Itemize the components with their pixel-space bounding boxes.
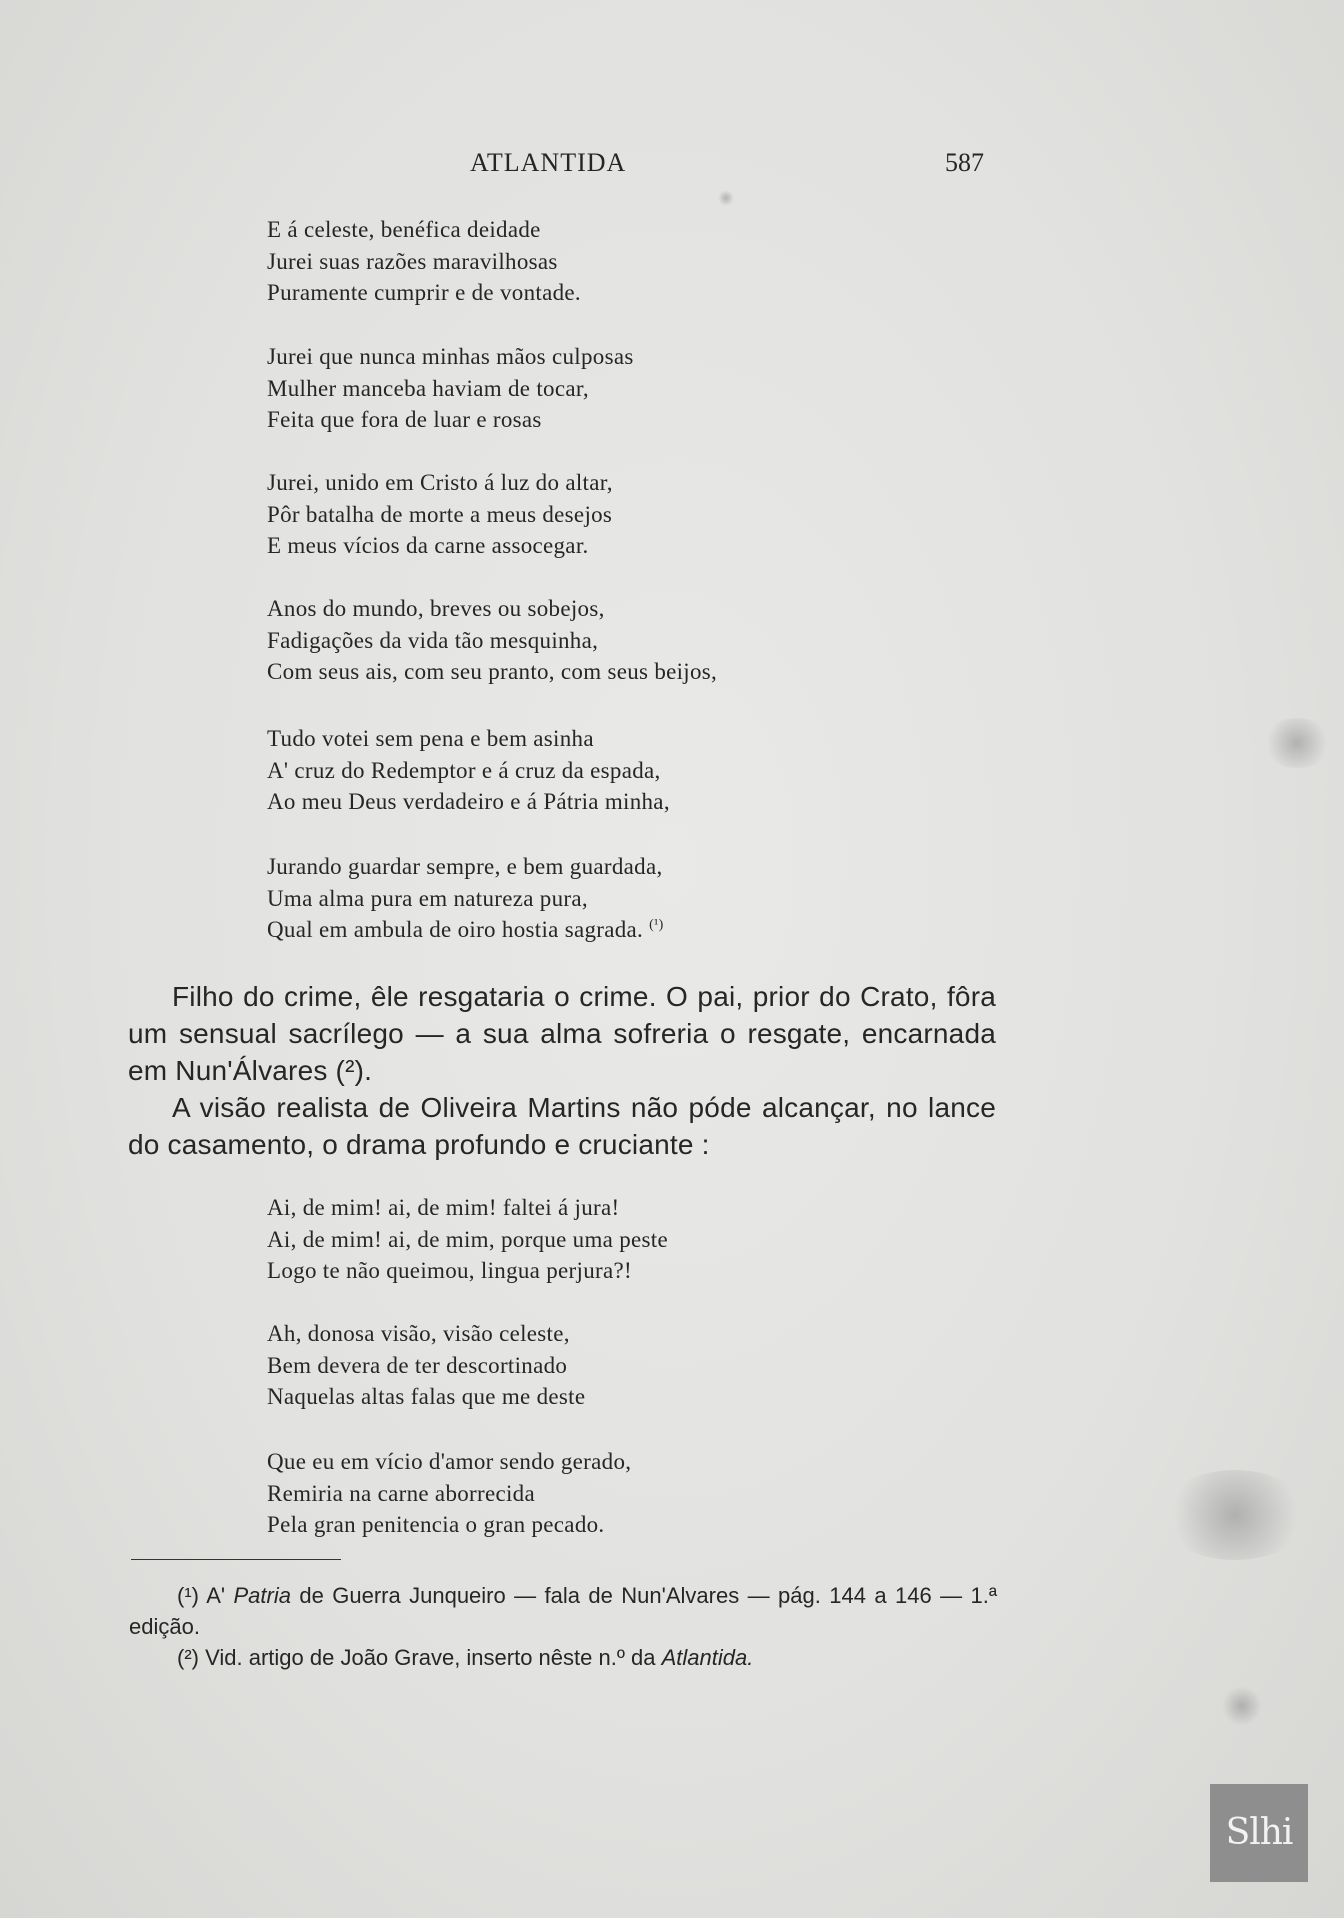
library-watermark-logo: Slhi	[1210, 1784, 1308, 1882]
verse-line: Pôr batalha de morte a meus desejos	[267, 501, 613, 527]
verse-line: E meus vícios da carne assocegar.	[267, 533, 589, 558]
verse-line: Mulher manceba haviam de tocar,	[267, 375, 589, 401]
verse-line: Uma alma pura em natureza pura,	[267, 885, 588, 911]
footnote-1-pre: A'	[206, 1583, 226, 1608]
footnote-1-title: Patria	[233, 1583, 291, 1608]
verse-line: Jurei que nunca minhas mãos culposas	[267, 344, 634, 369]
verse-line: Com seus ais, com seu pranto, com seus beijos,	[267, 659, 718, 684]
poem-stanza	[267, 1446, 631, 1541]
verse-line: Jurando guardar sempre, e bem guardada,	[267, 854, 663, 879]
page-header	[0, 148, 1344, 184]
poem-stanza	[267, 1318, 585, 1413]
running-title: ATLANTIDA	[470, 148, 627, 177]
verse-line: Anos do mundo, breves ou sobejos,	[267, 596, 605, 621]
verse-line: Remiria na carne aborrecida	[267, 1480, 535, 1506]
footnote-2	[129, 1642, 997, 1673]
verse-line: Feita que fora de luar e rosas	[267, 407, 542, 432]
prose-paragraph-1	[128, 978, 996, 1089]
prose-paragraph-2: A visão realista de Oliveira Martins não póde alcançar, no lance do casamento, o drama profundo e cruciante :	[128, 1092, 996, 1160]
verse-line: E á celeste, benéfica deidade	[267, 217, 541, 242]
verse-line: A' cruz do Redemptor e á cruz da espada,	[267, 757, 661, 783]
footnotes	[129, 1580, 997, 1673]
footnote-marker-1: (¹)	[649, 917, 664, 933]
verse-line: Pela gran penitencia o gran pecado.	[267, 1512, 605, 1537]
verse-line: Logo te não queimou, lingua perjura?!	[267, 1258, 632, 1283]
paragraph-text: Filho do crime, êle resgataria o crime. O pai, prior do Crato, fôra um sensual sacrílego — a sua alma sofreria o resgate, encarnada em Nun'Álvares	[128, 981, 996, 1086]
poem-stanza	[267, 1192, 668, 1287]
prose-block	[128, 978, 996, 1163]
scan-smudge	[1160, 1470, 1310, 1560]
verse-line: Ao meu Deus verdadeiro e á Pátria minha,	[267, 789, 670, 814]
scan-smudge	[1222, 1686, 1262, 1726]
scan-smudge	[1262, 718, 1332, 768]
poem-stanza	[267, 723, 670, 818]
verse-line: Jurei suas razões maravilhosas	[267, 248, 558, 274]
verse-line-with-note	[267, 914, 664, 946]
page-number: 587	[945, 148, 984, 177]
poem-stanza	[267, 214, 581, 309]
verse-line: Tudo votei sem pena e bem asinha	[267, 726, 594, 751]
footnote-1-marker: (¹)	[177, 1583, 199, 1608]
footnote-2-title: Atlantida.	[661, 1645, 754, 1670]
scan-smudge	[718, 190, 734, 206]
footnote-1	[129, 1580, 997, 1642]
poem-stanza	[267, 341, 634, 436]
verse-line: Ah, donosa visão, visão celeste,	[267, 1321, 570, 1346]
poem-stanza	[267, 467, 613, 562]
footnote-2-marker: (²)	[177, 1645, 199, 1670]
poem-stanza	[267, 593, 717, 688]
verse-line: Que eu em vício d'amor sendo gerado,	[267, 1449, 632, 1474]
verse-line: Puramente cumprir e de vontade.	[267, 280, 581, 305]
footnote-marker-2: (²).	[335, 1055, 373, 1086]
verse-line-text: Qual em ambula de oiro hostia sagrada.	[267, 917, 644, 942]
footnote-2-text: Vid. artigo de João Grave, inserto nêste n.º da	[205, 1645, 656, 1670]
verse-line: Ai, de mim! ai, de mim, porque uma peste	[267, 1226, 668, 1252]
verse-line: Bem devera de ter descortinado	[267, 1352, 568, 1378]
verse-line: Ai, de mim! ai, de mim! faltei á jura!	[267, 1195, 620, 1220]
footnote-1-text: de Guerra Junqueiro — fala de Nun'Alvares — pág. 144 a 146 — 1.ª edição.	[129, 1583, 997, 1639]
verse-line: Jurei, unido em Cristo á luz do altar,	[267, 470, 613, 495]
poem-stanza	[267, 851, 664, 946]
verse-line: Naquelas altas falas que me deste	[267, 1384, 586, 1409]
footnote-divider	[131, 1559, 341, 1560]
verse-line: Fadigações da vida tão mesquinha,	[267, 627, 599, 653]
